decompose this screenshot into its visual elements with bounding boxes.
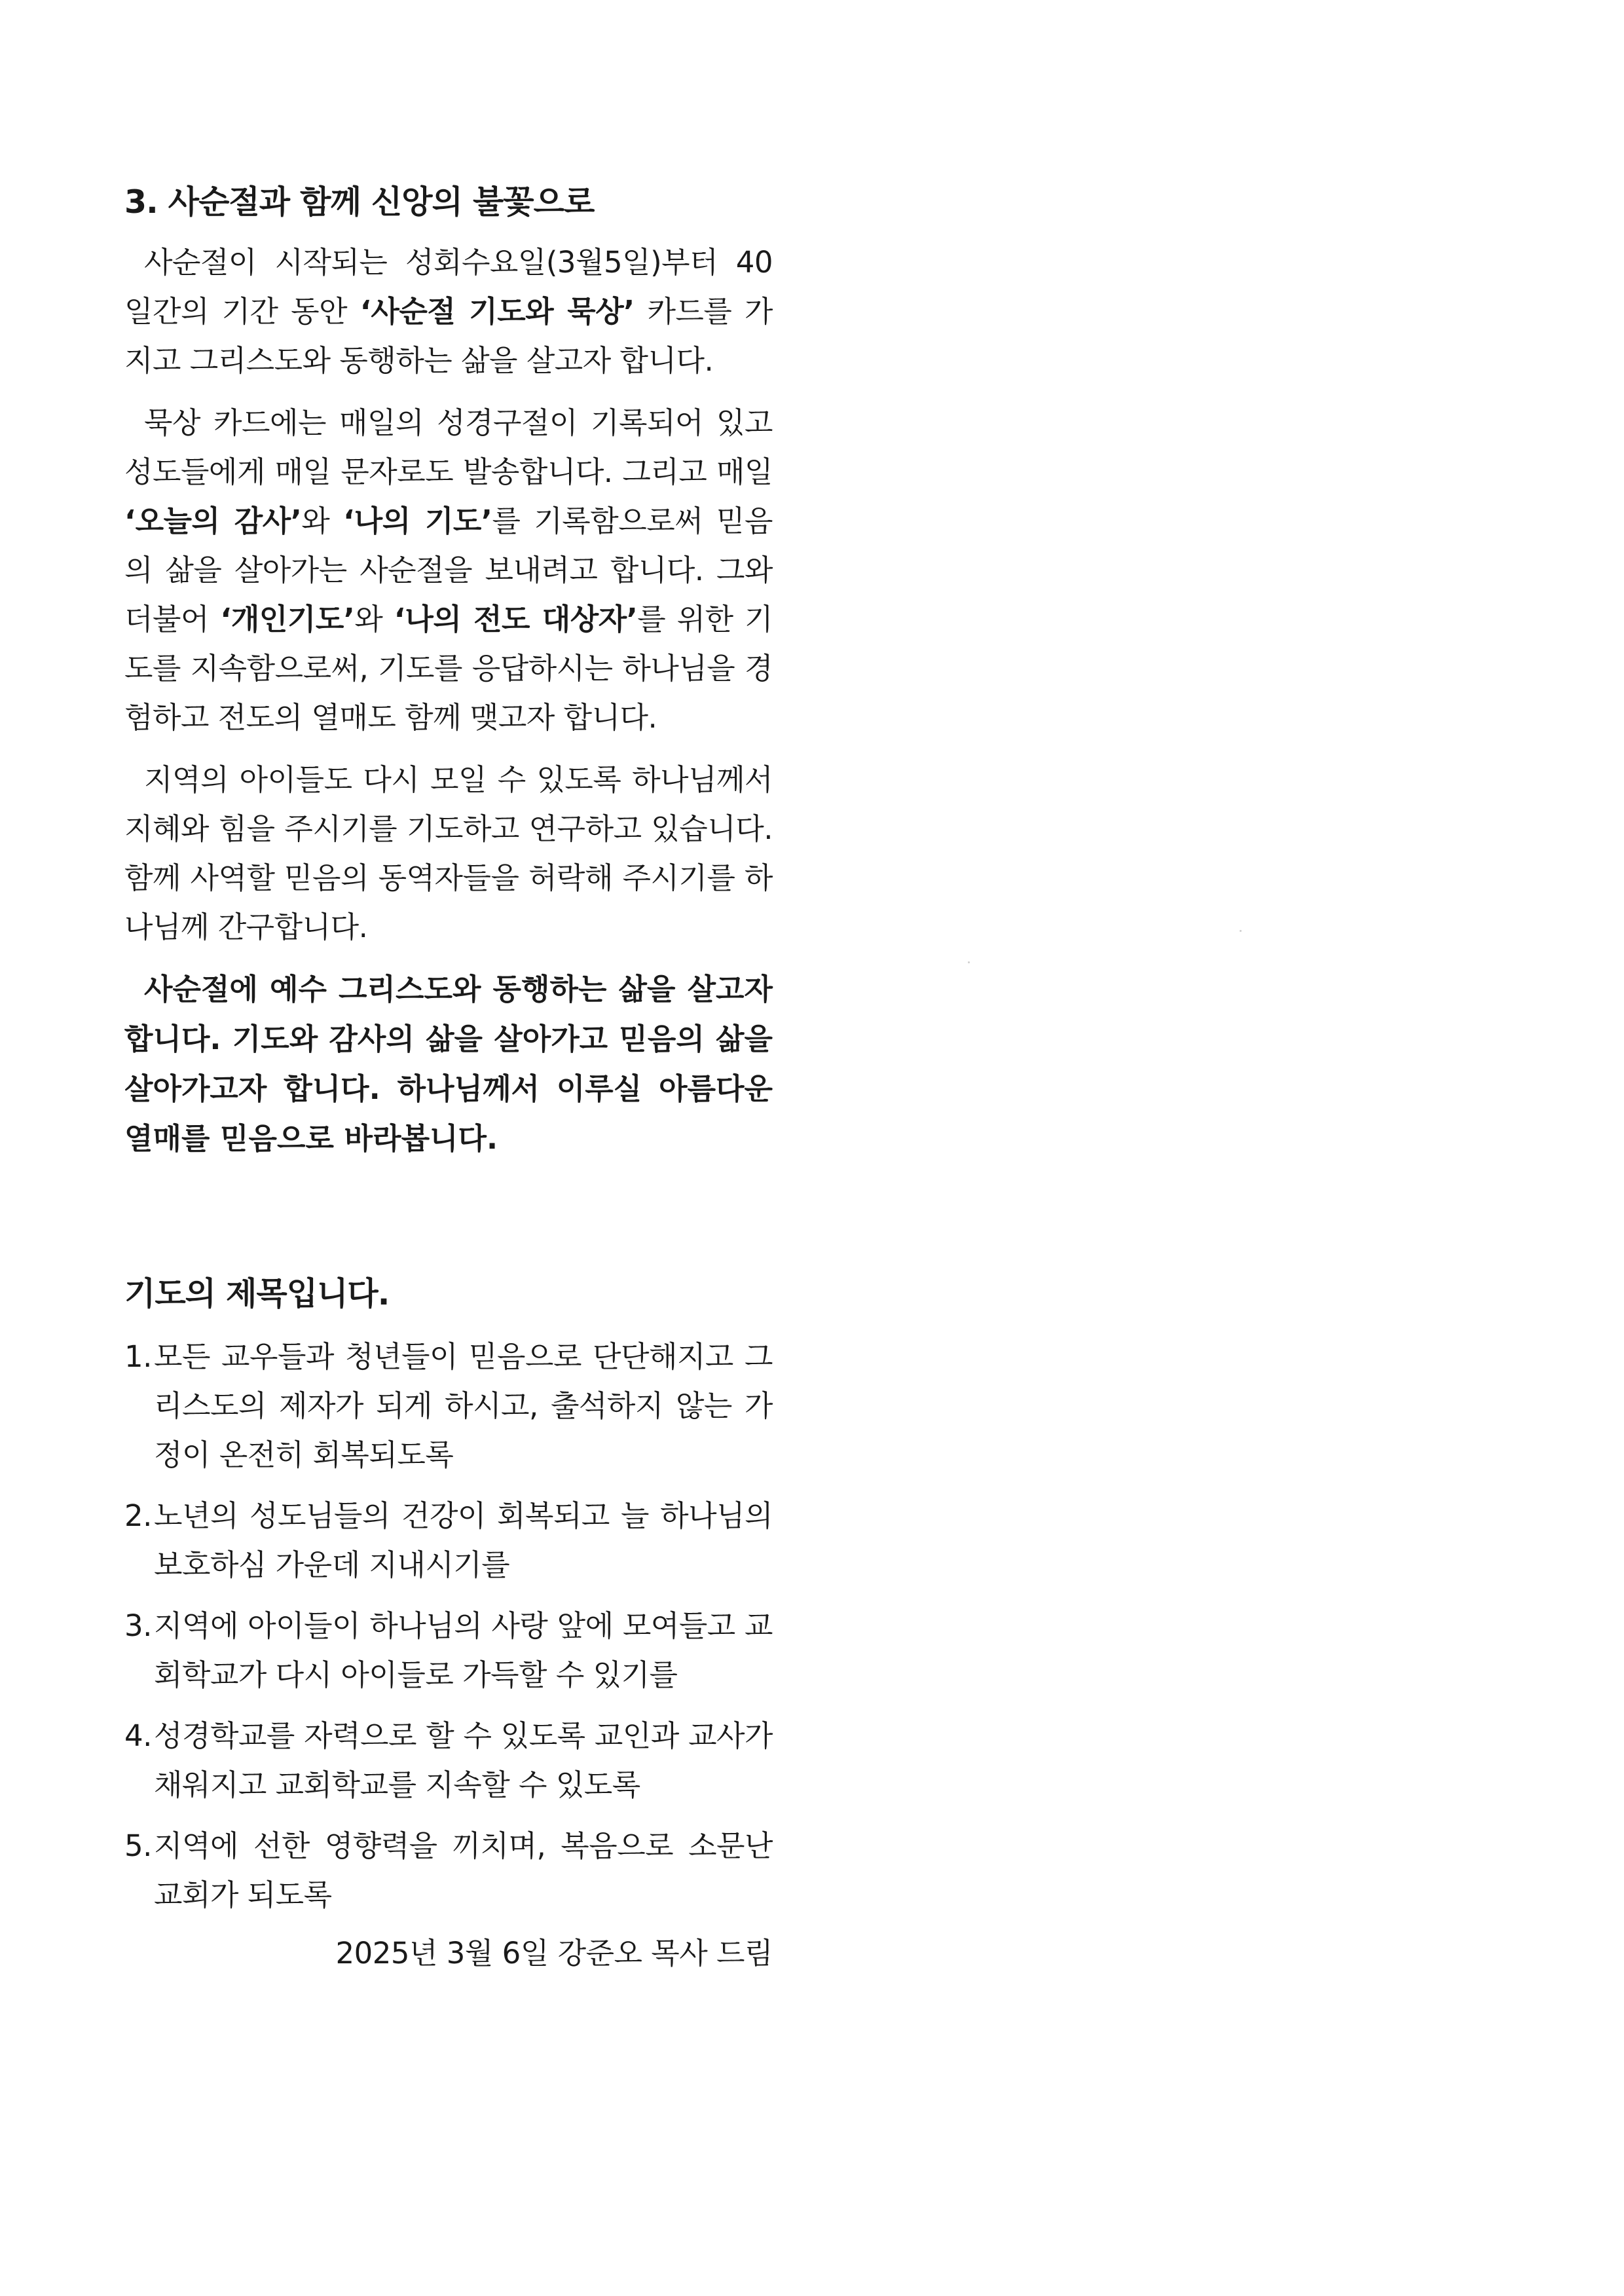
prayer-item-text: 지역에 선한 영향력을 끼치며, 복음으로 소문난 교회가 되도록	[154, 1828, 773, 1912]
scan-speck	[968, 961, 970, 963]
prayer-item-text: 노년의 성도님들의 건강이 회복되고 늘 하나님의 보호하심 가운데 지내시기를	[154, 1498, 773, 1582]
prayer-item-number: 5.	[124, 1828, 152, 1863]
emphasis-text: ‘오늘의 감사’	[124, 503, 302, 538]
emphasis-text: ‘개인기도’	[220, 601, 355, 637]
scan-speck	[1240, 930, 1242, 932]
prayer-item-text: 성경학교를 자력으로 할 수 있도록 교인과 교사가 채워지고 교회학교를 지속할 수 있도록	[154, 1718, 773, 1802]
signature: 2025년 3월 6일 강준오 목사 드림	[335, 1935, 773, 1971]
paragraph	[124, 238, 773, 385]
body-text: 지역의 아이들도 다시 모일 수 있도록 하나님께서 지혜와 힘을 주시기를 기도하고 연구하고 있습니다. 함께 사역할 믿음의 동역자들을 허락해 주시기를 하나님께 간구합니다.	[124, 762, 773, 944]
body-text: 사순절이 시작되는 성회수요일(3월5일)부터 40일간의 기간 동안	[124, 244, 773, 329]
document-column	[124, 183, 773, 1978]
section-heading: 3. 사순절과 함께 신앙의 불꽃으로	[124, 183, 595, 221]
prayer-item-text: 지역에 아이들이 하나님의 사랑 앞에 모여들고 교회학교가 다시 아이들로 가득할 수 있기를	[154, 1608, 773, 1692]
body-text: 를 기록함으로써 믿음의 삶을 살아가는 사순절을 보내려고 합니다. 그와 더불어	[124, 503, 773, 637]
prayer-item-number: 4.	[124, 1718, 152, 1753]
prayer-item	[124, 1821, 773, 1919]
prayer-item	[124, 1711, 773, 1809]
paragraph	[124, 755, 773, 952]
body-text: 를 위한 기도를 지속함으로써, 기도를 응답하시는 하나님을 경험하고 전도의 열매도 함께 맺고자 합니다.	[124, 601, 773, 735]
body-text: 묵상 카드에는 매일의 성경구절이 기록되어 있고 성도들에게 매일 문자로도 발송합니다. 그리고 매일	[124, 405, 773, 489]
closing-paragraph	[124, 965, 773, 1164]
prayer-list	[124, 1332, 773, 1919]
prayer-item-number: 3.	[124, 1608, 152, 1643]
body-text: 카드를 가지고 그리스도와 동행하는 삶을 살고자 합니다.	[124, 293, 773, 378]
prayer-item-number: 2.	[124, 1498, 152, 1533]
body-text: 와	[354, 601, 394, 637]
prayer-item	[124, 1601, 773, 1699]
body-text: 사순절에 예수 그리스도와 동행하는 삶을 살고자 합니다. 기도와 감사의 삶을 살아가고 믿음의 삶을 살아가고자 합니다. 하나님께서 이루실 아름다운 열매를 믿음으로 바라봅니다.	[124, 971, 773, 1156]
emphasis-text: ‘사순절 기도와 묵상’	[360, 293, 635, 329]
emphasis-text: ‘나의 기도’	[343, 503, 492, 538]
prayer-heading: 기도의 제목입니다.	[124, 1274, 390, 1312]
prayer-item-text: 모든 교우들과 청년들이 믿음으로 단단해지고 그리스도의 제자가 되게 하시고, 출석하지 않는 가정이 온전히 회복되도록	[154, 1339, 773, 1472]
paragraph	[124, 398, 773, 742]
body-text: 와	[301, 503, 344, 538]
prayer-item	[124, 1491, 773, 1589]
prayer-item-number: 1.	[124, 1339, 152, 1374]
prayer-item	[124, 1332, 773, 1479]
emphasis-text: ‘나의 전도 대상자’	[394, 601, 638, 637]
